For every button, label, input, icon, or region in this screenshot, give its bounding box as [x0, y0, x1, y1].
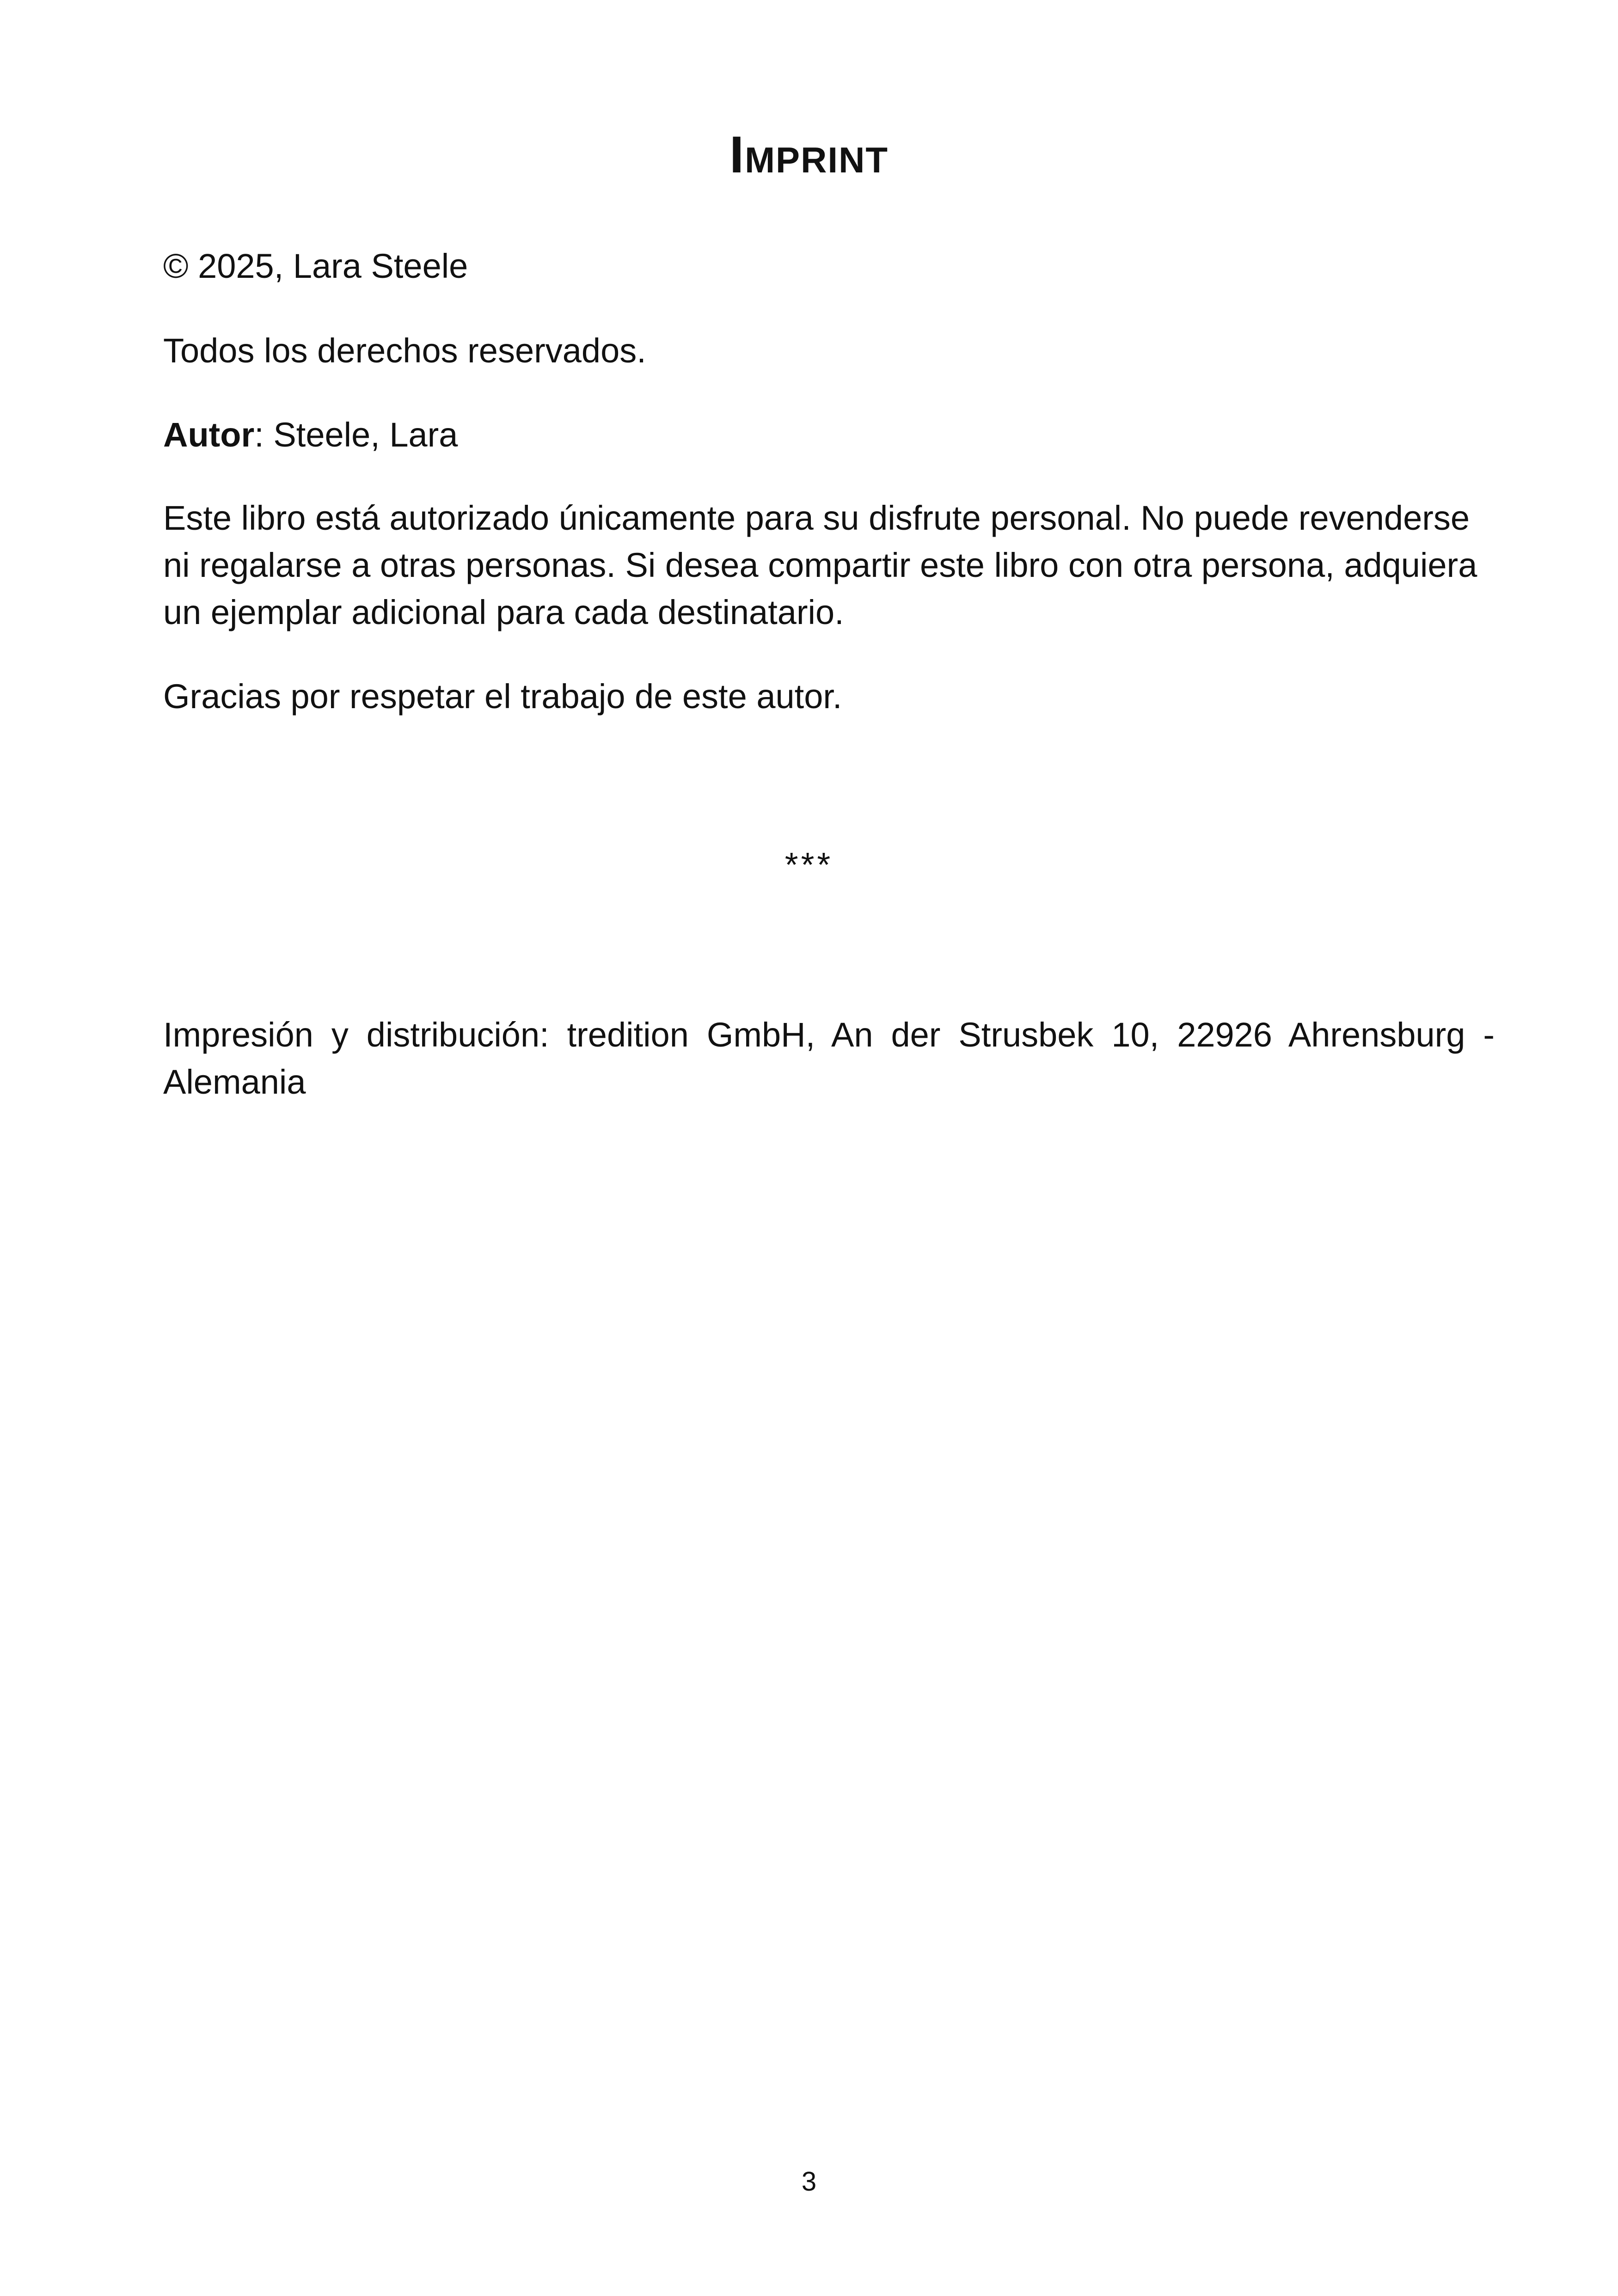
license-paragraph: Este libro está autorizado únicamente para su disfrute personal. No puede revenderse ni regalarse a otras personas. Si desea compartir este libro con otra persona, adquiera un ejemplar adicional para cada destinatario.: [163, 499, 1477, 631]
page-title: Imprint: [729, 126, 889, 184]
author-label: Autor: [163, 416, 255, 454]
copyright-line: © 2025, Lara Steele: [163, 247, 468, 285]
printing-distribution-line: Impresión y distribución: tredition GmbH, An der Strusbek 10, 22926 Ahrensburg - Alemania: [163, 1016, 1495, 1101]
rights-statement: Todos los derechos reservados.: [163, 331, 646, 370]
author-line: [163, 411, 1495, 459]
thanks-line: Gracias por respetar el trabajo de este autor.: [163, 677, 842, 716]
page-number: 3: [801, 2167, 817, 2197]
section-separator: ***: [784, 845, 834, 884]
author-value: : Steele, Lara: [254, 416, 458, 454]
